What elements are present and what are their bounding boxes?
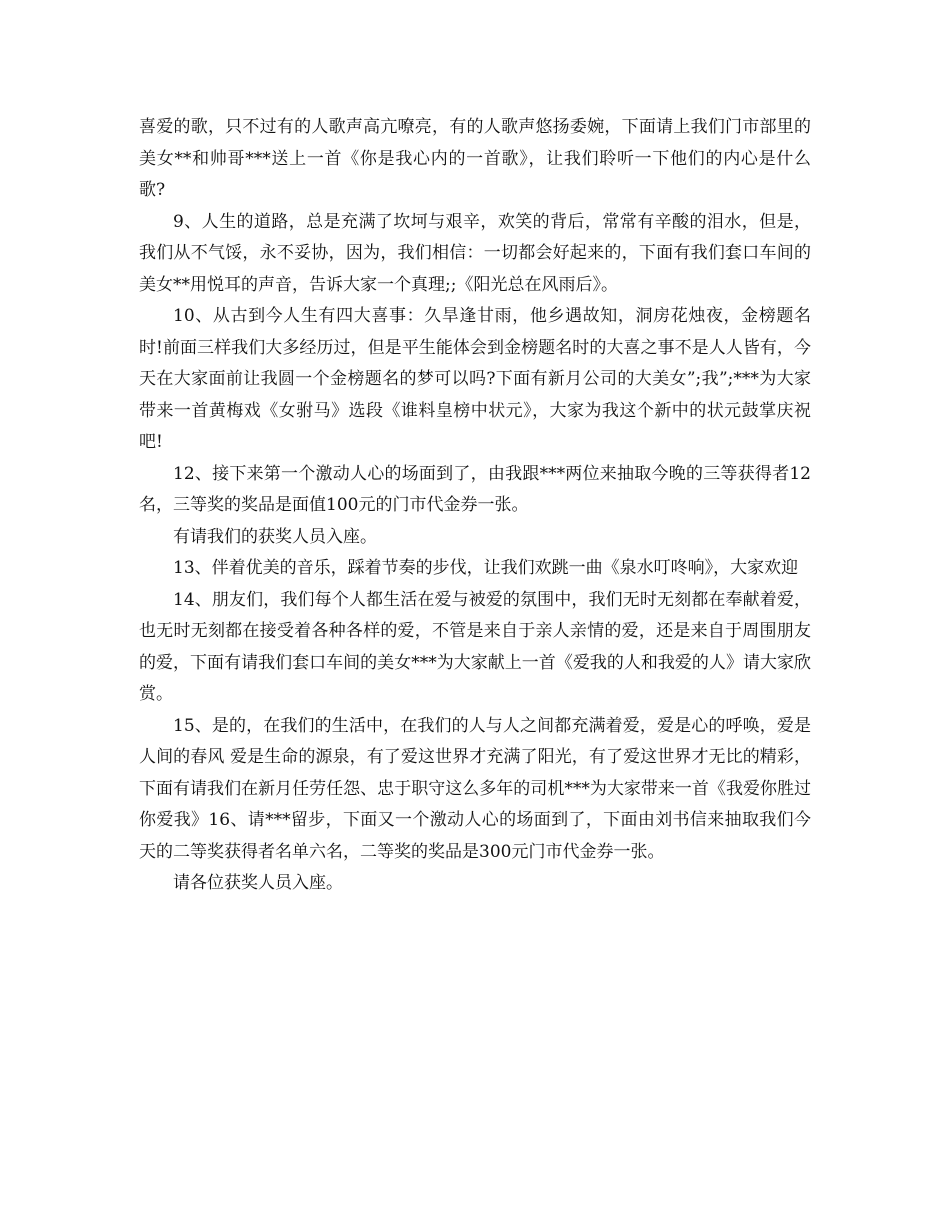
paragraph-item-14: 14、朋友们，我们每个人都生活在爱与被爱的氛围中，我们无时无刻都在奉献着爱，也无时无刻都在接受着各种各样的爱，不管是来自于亲人亲情的爱，还是来自于周围朋友的爱，下面有请我们套口车间的美女***为大家献上一首《爱我的人和我爱的人》请大家欣赏。: [139, 589, 811, 704]
paragraph-item-15-16: 15、是的，在我们的生活中，在我们的人与人之间都充满着爱，爱是心的呼唤，爱是人间的春风 爱是生命的源泉，有了爱这世界才充满了阳光，有了爱这世界才无比的精彩，下面有请我们在新月任劳任怨、忠于职守这么多年的司机***为大家带来一首《我爱你胜过你爱我》16、请***留步，下面又一个激动人心的场面到了，下面由刘书信来抽取我们今天的二等奖获得者名单六名，二等奖的奖品是300元门市代金券一张。: [139, 715, 811, 862]
paragraph-item-12: 12、接下来第一个激动人心的场面到了，由我跟***两位来抽取今晚的三等获得者12名，三等奖的奖品是面值100元的门市代金券一张。: [139, 463, 811, 515]
paragraph-item-16-seating: 请各位获奖人员入座。: [173, 873, 343, 893]
document-body: [139, 112, 811, 900]
paragraph-item-10: 10、从古到今人生有四大喜事：久旱逢甘雨，他乡遇故知，洞房花烛夜，金榜题名时!前面三样我们大多经历过，但是平生能体会到金榜题名时的大喜之事不是人人皆有，今天在大家面前让我圆一个金榜题名的梦可以吗?下面有新月公司的大美女”;我”;***为大家带来一首黄梅戏《女驸马》选段《谁料皇榜中状元》，大家为我这个新中的状元鼓掌庆祝吧!: [139, 306, 811, 452]
paragraph-item-9: 9、人生的道路，总是充满了坎坷与艰辛，欢笑的背后，常常有辛酸的泪水，但是，我们从不气馁，永不妥协，因为，我们相信：一切都会好起来的，下面有我们套口车间的美女**用悦耳的声音，告诉大家一个真理;;《阳光总在风雨后》。: [139, 211, 811, 295]
paragraph-item-12-seating: 有请我们的获奖人员入座。: [173, 526, 377, 547]
paragraph-intro: 喜爱的歌，只不过有的人歌声高亢嘹亮，有的人歌声悠扬委婉，下面请上我们门市部里的美女**和帅哥***送上一首《你是我心内的一首歌》，让我们聆听一下他们的内心是什么歌?: [139, 117, 811, 200]
paragraph-item-13: 13、伴着优美的音乐，踩着节奏的步伐，让我们欢跳一曲《泉水叮咚响》，大家欢迎: [173, 558, 799, 578]
